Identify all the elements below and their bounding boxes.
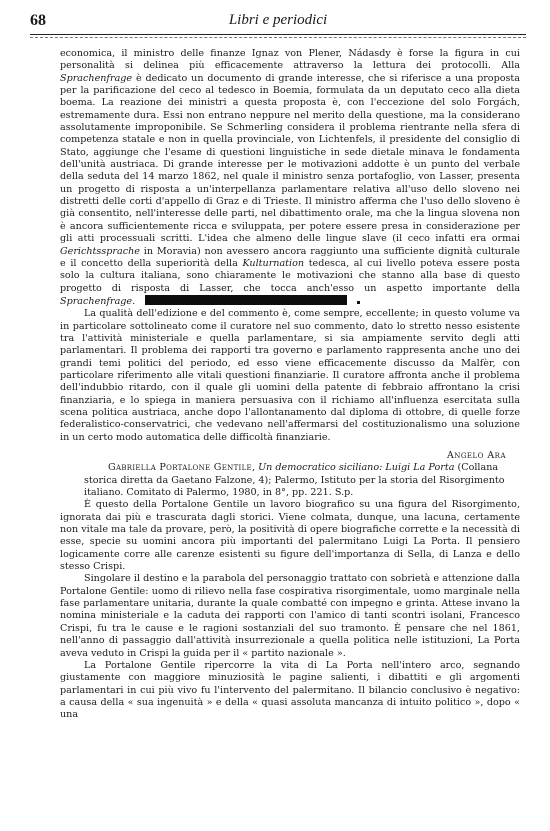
review2-bibliographic-heading [60,462,520,499]
heading-separator: , [251,462,259,474]
review2-paragraph-1: È questo della Portalone Gentile un lavoro biografico su una figura del Risorgimento, ignorata dai più e trascurata dagli storici. Viene colmata, dunque, una lacuna, certamente non vitale ma tale da provare, però, la positività di opere biografiche corrette e la necessità di esse, specie su uomini ancora più importanti del palermitano Luigi La Porta. Il pensiero logicamente corre alle carenze esistenti su figure dell'importanza di Sella, di Lanza e dello stesso Crispi. [60,499,520,573]
page-number: 68 [30,12,46,29]
review2-publication-info: (Collana storica diretta da Gaetano Falzone, 4); Palermo, Istituto per la storia del Risorgimento italiano. Comitato di Palermo, 1980, in 8°, pp. 221. S.p. [84,462,505,499]
review2-author: Gabriella Portalone Gentile [108,462,252,474]
emphasis-term: Gerichtssprache [60,245,140,257]
text-run: è dedicato un documento di grande interesse, che si riferisce a una proposta per la parificazione del ceco al tedesco in Boemia, formulata da un deputato ceco alla dieta boema. La reazione dei ministri a questa proposta è, con l'eccezione del solo Forgách, estremamente dura. Essi non entrano neppure nel merito della questione, ma la considerano assolutamente improponibile. Se Schmerling considera il problema rientrante nella sfera di competenza statale e non in quella provinciale, von Lichtenfels, il presidente del consiglio di Stato, aggiunge che l'esame di questioni linguistiche in sede dietale minava le fondamenta dell'unità austriaca. Di grande interesse per le motivazioni addotte è un punto del verbale della seduta del 14 marzo 1862, nel quale il ministro senza portafoglio, von Lasser, presenta un progetto di risposta a un'interpellanza parlamentare relativa all'uso dello sloveno nei distretti delle corti d'appello di Graz e di Trieste. Il ministro afferma che l'uso dello sloveno è già consentito, nell'interesse delle parti, nel dibattimento orale, ma che la lingua slovena non è ancora sufficientemente ricca e sviluppata, per potere essere presa in considerazione per gli atti processuali scritti. L'idea che almeno delle lingue slave (il ceco infatti era ormai [60,72,520,245]
text-run: economica, il ministro delle finanze Ignaz von Plener, Nádasdy è forse la figura in cui personalità si delinea più efficacemente attraverso la lettura dei protocolli. Alla [60,48,520,72]
review2-paragraph-3: La Portalone Gentile ripercorre la vita di La Porta nell'intero arco, segnando giustamente con maggiore minuziosità le pagine salienti, i dibattiti e gli argomenti parlamentari in cui più vivo fu l'intervento del palermitano. Il bilancio conclusivo è negativo: a causa della « sua ingenuità » e della « quasi assoluta mancanza di intuito politico », dopo « una [60,659,520,721]
text-run: . [132,295,136,307]
text-run: tedesca, al cui livello poteva essere posta solo la cultura italiana, sono chiaramente le motivazioni che stanno alla base di questo progetto di risposta di Lasser, che tocca anch'esso un aspetto importante della [60,257,520,294]
review2-title: Un democratico siciliano: Luigi La Porta [258,462,455,474]
emphasis-term: Sprachenfrage [60,72,133,84]
emphasis-term: Kulturnation [242,257,305,269]
review1-paragraph-2: La qualità dell'edizione e del commento è, come sempre, eccellente; in questo volume va in particolare sottolineato come il curatore nel suo commento, dato lo stretto nesso esistente tra l'attività ministeriale e quella parlamentare, si sia ampiamente servito degli atti parlamentari. Il problema dei rapporti tra governo e parlamento rappresenta anche uno dei grandi temi politici del periodo, ed esso viene efficacemente discusso da Malfèr, con particolare riferimento alle vitali questioni finanziarie. Il curatore affronta anche il problema dell'indubbio ritardo, con il quale gli uomini della patente di febbraio affrontano la crisi finanziaria, e lo spiega in maniera persuasiva con il richiamo all'influenza esercitata sulla scena politica austriaca, anche dopo l'allontanamento dal diploma di ottobre, di quelle forze federalistico-conservatrici, che vedevano nell'affermarsi del costituzionalismo una soluzione in un certo modo automatica delle difficoltà finanziarie. [60,308,520,443]
running-head: Libri e periodici [228,12,328,28]
stray-mark [357,301,360,304]
emphasis-term: Sprachenfrage [60,295,133,307]
page-content [60,48,520,722]
review2-paragraph-2: Singolare il destino e la parabola del personaggio trattato con sobrietà e attenzione dalla Portalone Gentile: uomo di rilievo nella fase cospirativa risorgimentale, uomo marginale nella fase parlamentare unitaria, durante la quale combatté con impegno e grinta. Attese invano la nomina ministeriale e la caduta dei rapporti con l'amico di tanti scontri isolani, Francesco Crispi, fu tra le cause e le ragioni sostanziali del suo tramonto. È pensare che nel 1861, nell'anno di passaggio dall'attività insurrezionale a quella politica nelle istituzioni, La Porta aveva veduto in Crispi la guida per il « partito nazionale ». [60,573,520,659]
review1-signature: Angelo Ara [446,450,506,461]
header-rule [30,34,526,35]
review1-paragraph-1 [60,48,520,308]
redaction-bar [145,295,347,305]
text-run: in Moravia) non avessero ancora raggiunto una sufficiente dignità culturale e il concetto della superiorità della [60,245,520,269]
